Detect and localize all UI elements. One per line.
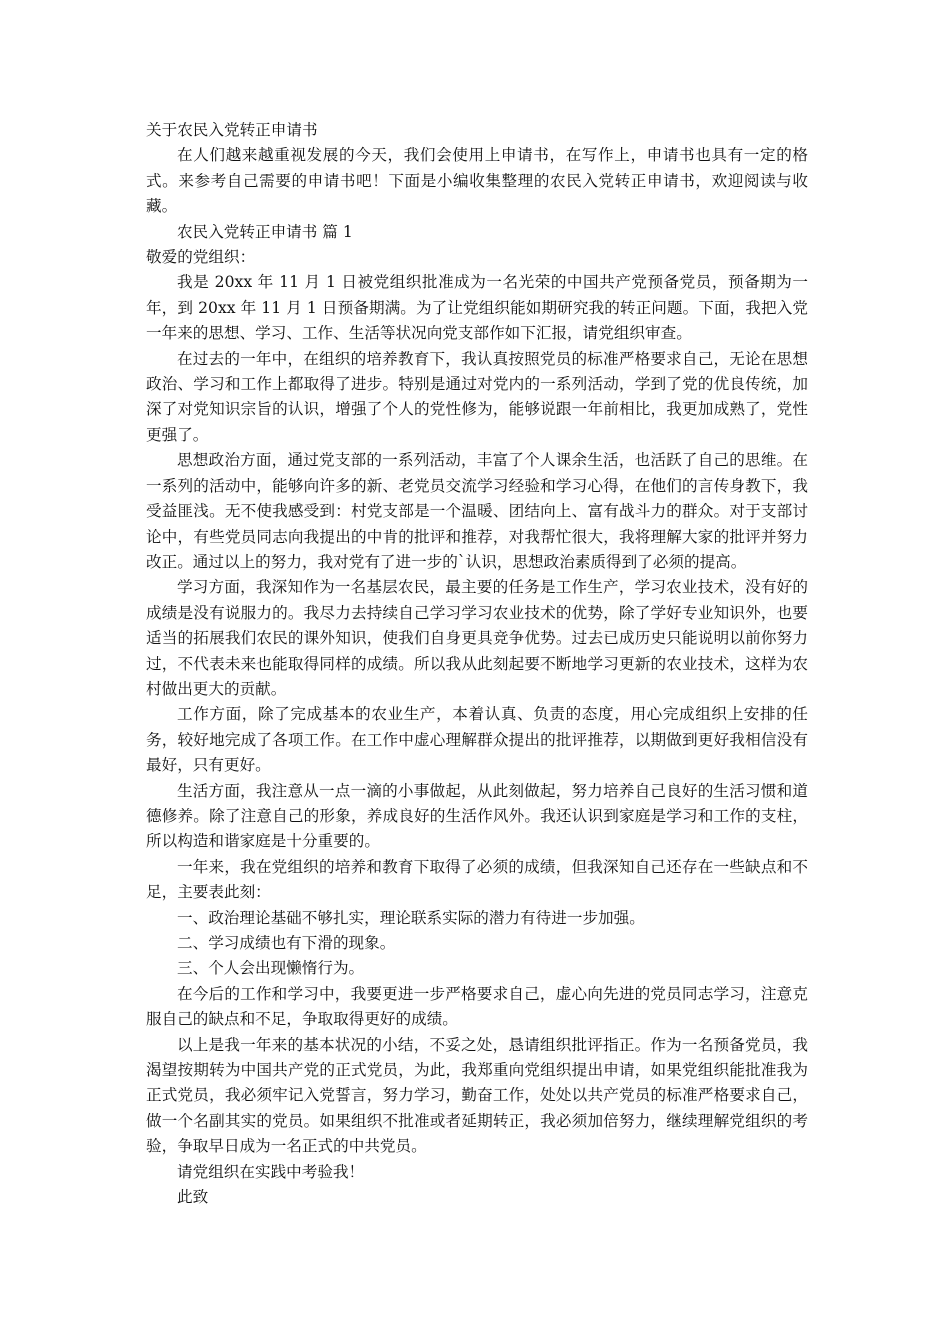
paragraph: 生活方面，我注意从一点一滴的小事做起，从此刻做起，努力培养自己良好的生活习惯和道德修养。除了注意自己的形象，养成良好的生活作风外。我还认识到家庭是学习和工作的支柱，所以构造和谐家庭是十分重要的。	[146, 781, 808, 851]
paragraph: 学习方面，我深知作为一名基层农民，最主要的任务是工作生产，学习农业技术，没有好的成绩是没有说服力的。我尽力去持续自己学习学习农业技术的优势，除了学好专业知识外，也要适当的拓展我们农民的课外知识，使我们自身更具竞争优势。过去已成历史只能说明以前你努力过，不代表未来也能取得同样的成绩。所以我从此刻起要不断地学习更新的农业技术，这样为农村做出更大的贡献。	[146, 578, 808, 698]
paragraph-intro: 在人们越来越重视发展的今天，我们会使用上申请书，在写作上，申请书也具有一定的格式。来参考自己需要的申请书吧！下面是小编收集整理的农民入党转正申请书，欢迎阅读与收藏。	[146, 146, 808, 216]
paragraph: 思想政治方面，通过党支部的一系列活动，丰富了个人课余生活，也活跃了自己的思维。在一系列的活动中，能够向许多的新、老党员交流学习经验和学习心得，在他们的言传身教下，我受益匪浅。无不使我感受到：村党支部是一个温暖、团结向上、富有战斗力的群众。对于支部讨论中，有些党员同志向我提出的中肯的批评和推荐，对我帮忙很大，我将理解大家的批评并努力改正。通过以上的努力，我对党有了进一步的`认识，思想政治素质得到了必须的提高。	[146, 451, 808, 571]
document-title: 关于农民入党转正申请书	[146, 121, 318, 139]
paragraph: 以上是我一年来的基本状况的小结，不妥之处，恳请组织批评指正。作为一名预备党员，我渴望按期转为中国共产党的正式党员，为此，我郑重向党组织提出申请，如果党组织能批准我为正式党员，我必须牢记入党誓言，努力学习，勤奋工作，处处以共产党员的标准严格要求自己，做一个名副其实的党员。如果组织不批准或者延期转正，我必须加倍努力，继续理解党组织的考验，争取早日成为一名正式的中共党员。	[146, 1035, 808, 1156]
closing-line: 请党组织在实践中考验我！	[177, 1162, 365, 1181]
list-item: 一、政治理论基础不够扎实，理论联系实际的潜力有待进一步加强。	[177, 908, 645, 927]
salutation: 敬爱的党组织：	[146, 248, 256, 267]
paragraph: 在过去的一年中，在组织的培养教育下，我认真按照党员的标准严格要求自己，无论在思想政治、学习和工作上都取得了进步。特别是通过对党内的一系列活动，学到了党的优良传统，加深了对党知识宗旨的认识，增强了个人的党性修为，能够说跟一年前相比，我更加成熟了，党性更强了。	[146, 349, 808, 444]
paragraph: 一年来，我在党组织的培养和教育下取得了必须的成绩，但我深知自己还存在一些缺点和不足，主要表此刻：	[146, 857, 808, 902]
paragraph: 在今后的工作和学习中，我要更进一步严格要求自己，虚心向先进的党员同志学习，注意克服自己的缺点和不足，争取取得更好的成绩。	[146, 984, 808, 1029]
closing-salute: 此致	[177, 1188, 209, 1207]
document-body	[146, 118, 808, 1210]
section-heading: 农民入党转正申请书 篇 1	[177, 222, 353, 241]
paragraph: 我是 20xx 年 11 月 1 日被党组织批准成为一名光荣的中国共产党预备党员，预备期为一年，到 20xx 年 11 月 1 日预备期满。为了让党组织能如期研究我的转正问题。下面，我把入党一年来的思想、学习、工作、生活等状况向党支部作如下汇报，请党组织审查。	[146, 273, 808, 343]
list-item: 三、个人会出现懒惰行为。	[177, 959, 365, 978]
list-item: 二、学习成绩也有下滑的现象。	[177, 934, 396, 952]
paragraph: 工作方面，除了完成基本的农业生产，本着认真、负责的态度，用心完成组织上安排的任务，较好地完成了各项工作。在工作中虚心理解群众提出的批评推荐，以期做到更好我相信没有最好，只有更好。	[146, 705, 808, 775]
